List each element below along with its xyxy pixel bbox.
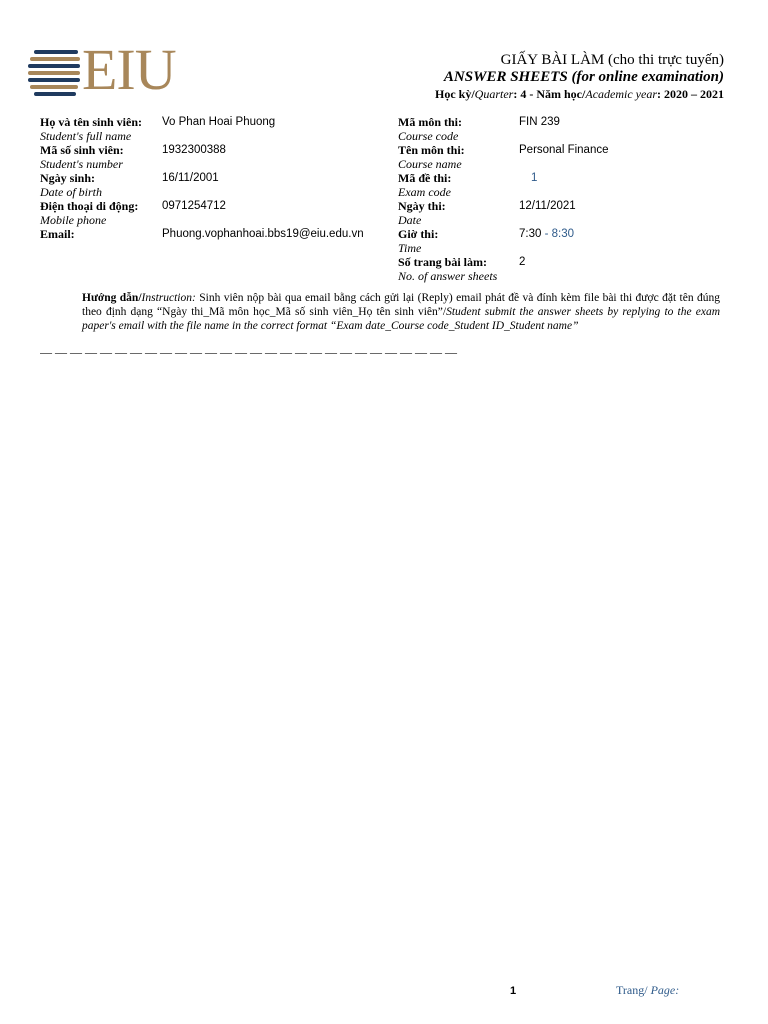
field-row: Điện thoại di động: Mobile phone 0971254712	[40, 199, 226, 227]
student-name-value: Vo Phan Hoai Phuong	[162, 116, 276, 128]
field-row: Họ và tên sinh viên: Student's full name Vo Phan Hoai Phuong	[40, 115, 276, 143]
field-row: Email: Phuong.vophanhoai.bbs19@eiu.edu.vn	[40, 227, 364, 241]
instruction-text: Hướng dẫn/Instruction: Sinh viên nộp bài qua email bằng cách gửi lại (Reply) email phát đề và đính kèm file bài thi được đặt tên đúng theo định dạng “Ngày thi_Mã môn học_Mã số sinh viên_Họ tên sinh viên”/Student submit the answer sheets by replying to the exam paper's email with the file name in the correct format “Exam date_Course code_Student ID_Student name”	[82, 292, 721, 332]
exam-code-value: 1	[531, 172, 538, 184]
field-row: Mã số sinh viên: Student's number 1932300388	[40, 143, 226, 171]
email-value: Phuong.vophanhoai.bbs19@eiu.edu.vn	[162, 228, 364, 240]
field-row: Mã đề thi: Exam code 1	[398, 171, 538, 199]
field-row: Ngày sinh: Date of birth 16/11/2001	[40, 171, 219, 199]
field-row: Ngày thi: Date 12/11/2021	[398, 199, 576, 227]
page-label: Trang/ Page:	[616, 983, 680, 997]
title-vi: GIẤY BÀI LÀM (cho thi trực tuyến)	[500, 52, 724, 68]
student-info	[40, 115, 390, 255]
phone-value: 0971254712	[162, 200, 226, 212]
logo-text: EIU	[82, 37, 176, 102]
logo-stripes-icon	[28, 50, 80, 94]
field-row: Giờ thi: Time 7:30 - 8:30	[398, 227, 575, 255]
course-name-value: Personal Finance	[519, 144, 609, 156]
sheet-count-value: 2	[519, 256, 526, 268]
divider-dashed-line: — — — — — — — — — — — — — — — — — — — — — — — — — — — —	[40, 345, 457, 359]
eiu-logo	[28, 37, 208, 102]
exam-time-value: 7:30 - 8:30	[519, 228, 575, 240]
course-code-value: FIN 239	[519, 116, 560, 128]
student-number-value: 1932300388	[162, 144, 226, 156]
page-number: 1	[510, 985, 517, 997]
term-line: Học kỳ/Quarter: 4 - Năm học/Academic year: 2020 – 2021	[434, 87, 724, 101]
dob-value: 16/11/2001	[162, 172, 219, 184]
exam-date-value: 12/11/2021	[519, 200, 576, 212]
field-row: Mã môn thi: Course code FIN 239	[398, 115, 560, 143]
field-row: Tên môn thi: Course name Personal Finance	[398, 143, 609, 171]
field-row: Số trang bài làm: No. of answer sheets 2	[398, 255, 526, 283]
document-header	[304, 52, 724, 102]
title-en: ANSWER SHEETS (for online examination)	[443, 69, 724, 85]
exam-info	[398, 115, 738, 283]
